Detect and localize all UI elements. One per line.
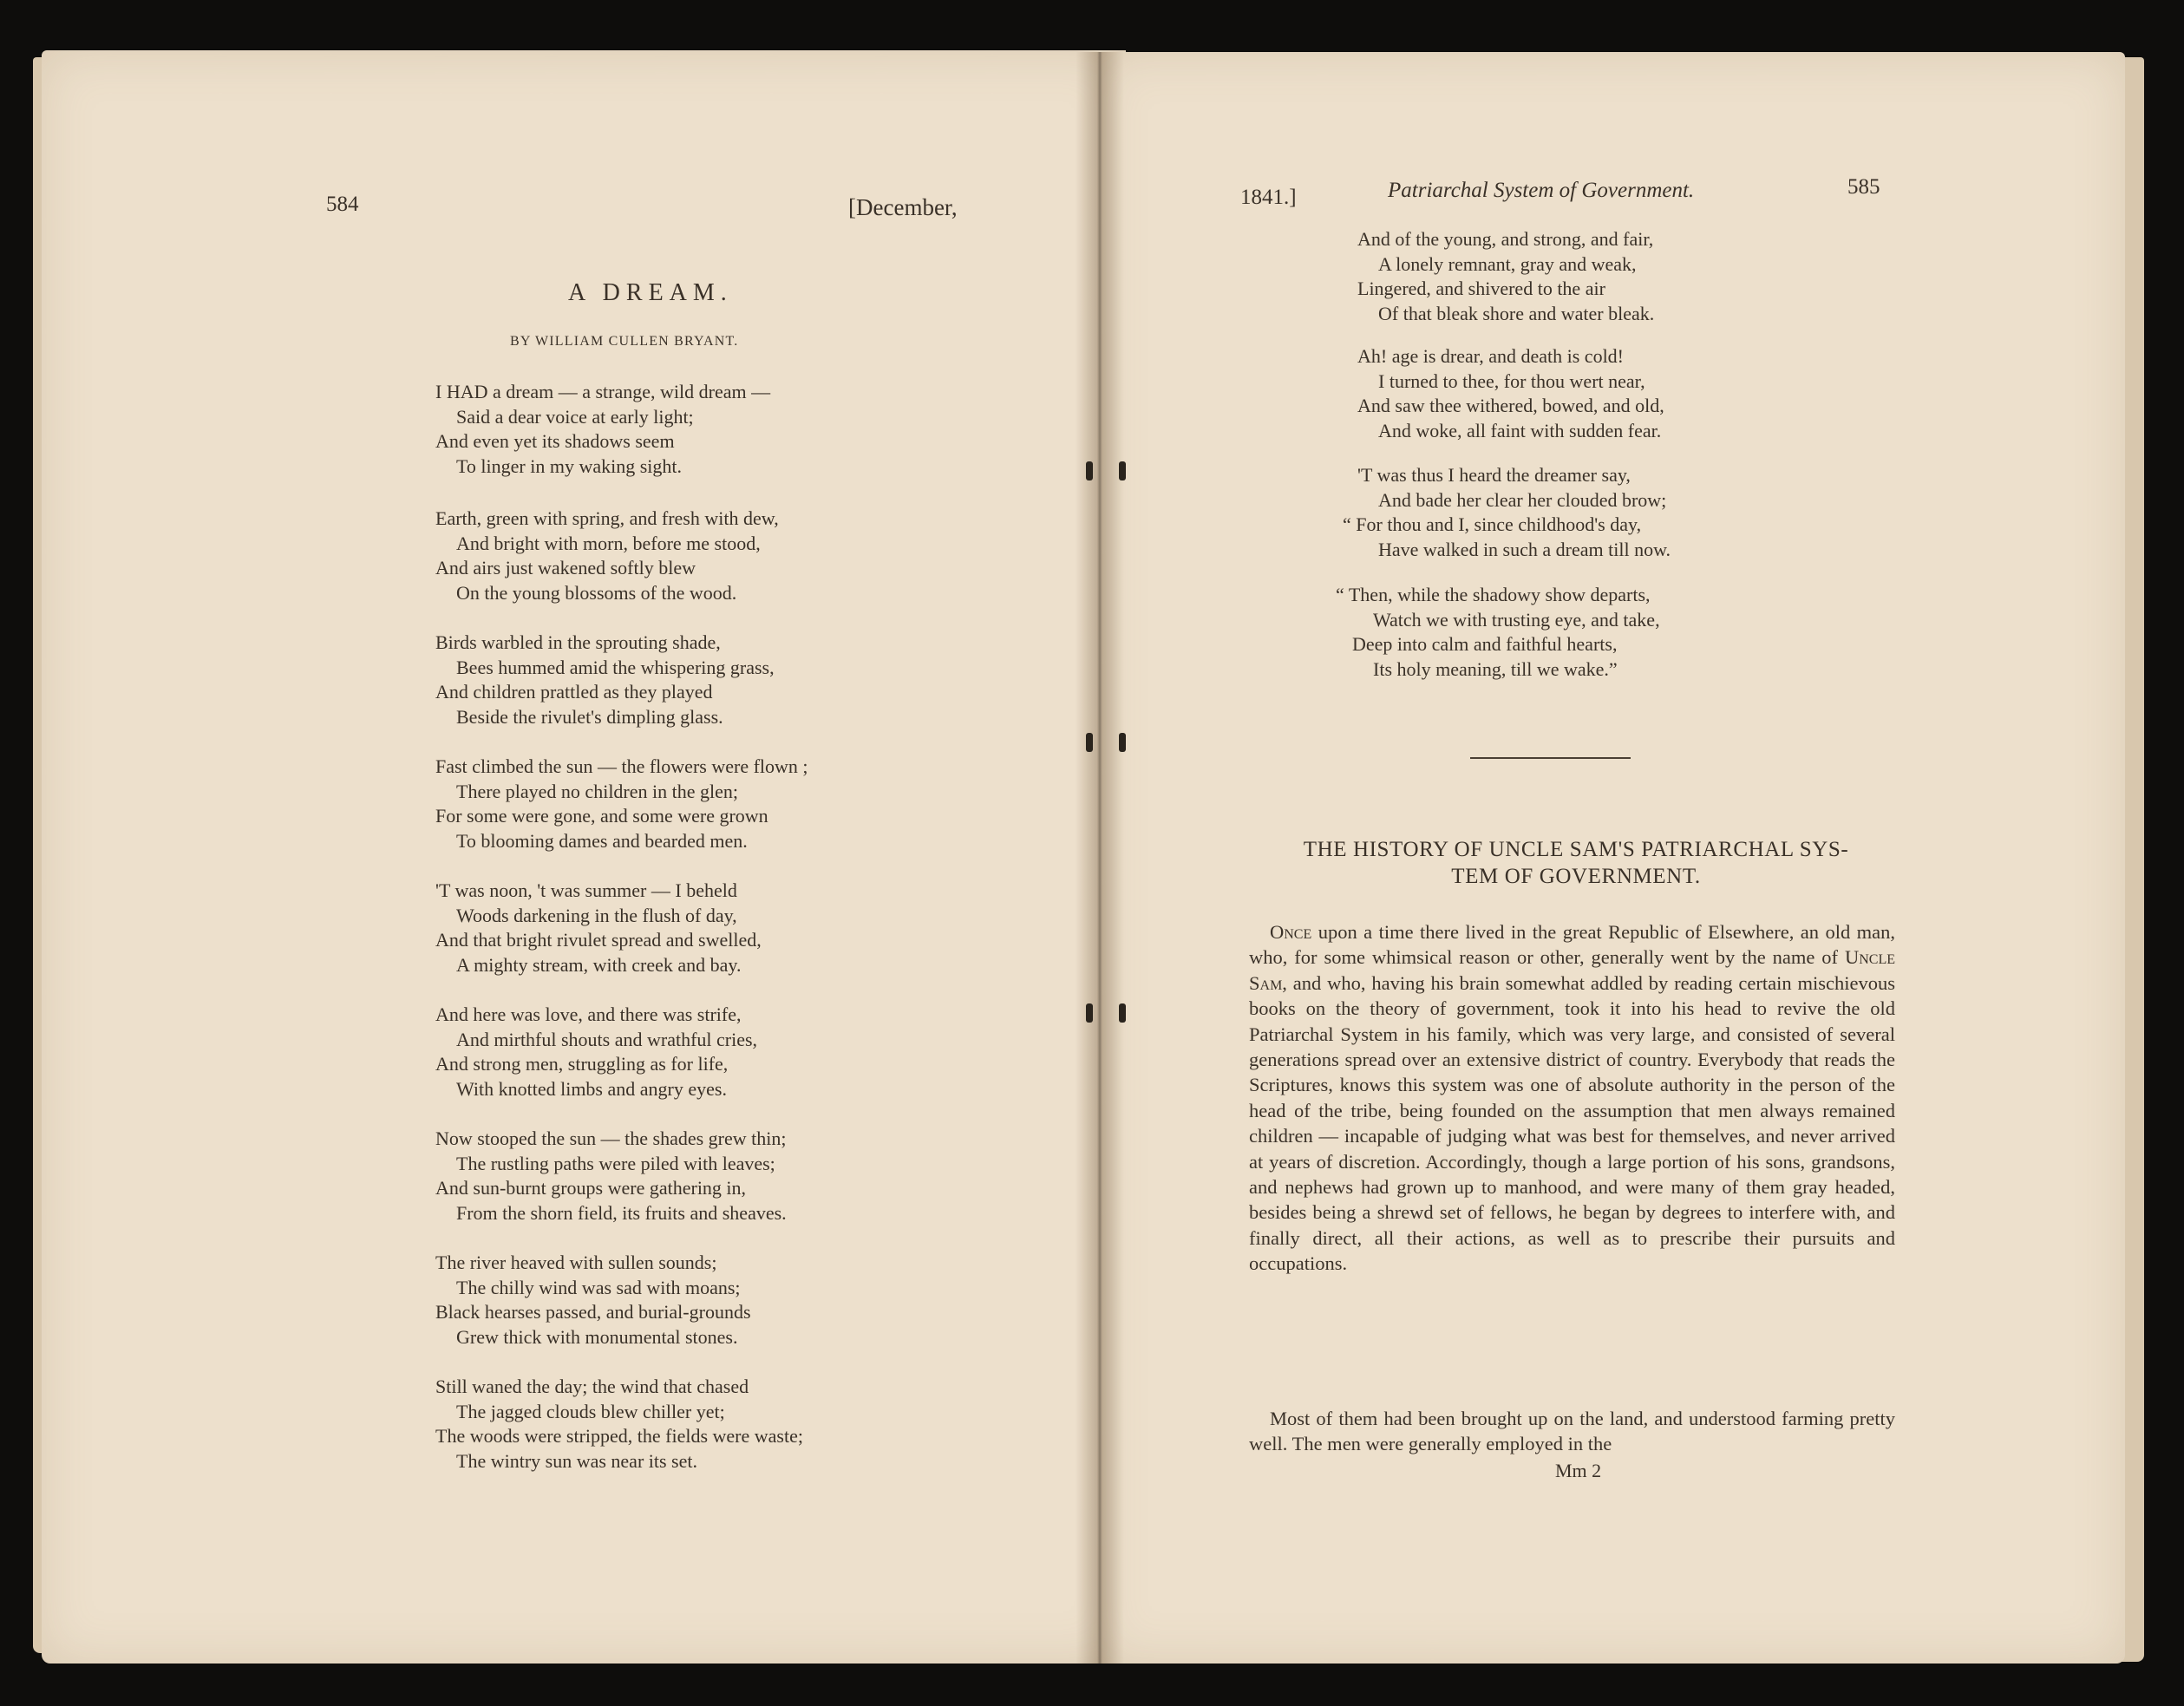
left-running-head: [December, [848,194,958,220]
poem-stanza [435,755,808,853]
verse-line: Lingered, and shivered to the air [1357,278,1605,299]
drop-lead-word: Once [1270,921,1312,943]
verse-line: Grew thick with monumental stones. [456,1325,738,1348]
article-paragraph: Most of them had been brought up on the land, and understood farming pretty well. The men were generally employed in the [1249,1408,1895,1455]
verse-line: To linger in my waking sight. [456,454,682,477]
poem-byline: BY WILLIAM CULLEN BRYANT. [510,334,739,349]
verse-line: There played no children in the glen; [456,780,738,802]
left-page-number: 584 [326,193,359,216]
binding-stitch-icon [1119,461,1126,480]
verse-line: Fast climbed the sun — the flowers were flown ; [435,755,808,777]
verse-line: A mighty stream, with creek and bay. [456,953,742,976]
poem-title: A DREAM. [568,279,733,306]
verse-line: And children prattled as they played [435,681,713,703]
poem-stanza [435,1251,751,1350]
binding-stitch-icon [1086,1003,1093,1023]
verse-line: And even yet its shadows seem [435,430,675,452]
verse-line: Earth, green with spring, and fresh with dew, [435,507,779,529]
verse-line: Of that bleak shore and water bleak. [1378,302,1655,324]
verse-line: And bright with morn, before me stood, [456,532,761,554]
article-title-line: TEM OF GOVERNMENT. [1451,865,1701,888]
right-running-head-title: Patriarchal System of Government. [1388,179,1695,202]
verse-line: A lonely remnant, gray and weak, [1378,252,1637,275]
verse-line: For some were gone, and some were grown [435,805,768,827]
uncle-sam-name: Uncle Sam [1249,946,1895,994]
verse-line: Ah! age is drear, and death is cold! [1357,345,1625,367]
poem-stanza [435,380,770,479]
verse-line: And airs just wakened softly blew [435,557,696,578]
verse-line: Said a dear voice at early light; [456,405,694,428]
verse-line: Beside the rivulet's dimpling glass. [456,705,723,728]
verse-line: The woods were stripped, the fields were waste; [435,1425,803,1447]
verse-line: And of the young, and strong, and fair, [1357,228,1654,250]
binding-stitch-icon [1119,733,1126,752]
verse-line: And sun-burnt groups were gathering in, [435,1177,747,1199]
verse-line: From the shorn field, its fruits and sheaves. [456,1201,787,1224]
verse-line: And woke, all faint with sudden fear. [1378,419,1662,441]
verse-line: The jagged clouds blew chiller yet; [456,1400,725,1422]
poem-stanza [435,631,775,729]
verse-line: And strong men, struggling as for life, [435,1053,729,1075]
verse-line: To blooming dames and bearded men. [456,829,748,852]
poem-stanza [435,1003,757,1101]
poem-stanza [1343,463,1671,562]
verse-line: I turned to thee, for thou wert near, [1378,369,1645,392]
poem-stanza [435,507,779,605]
poem-stanza [1357,227,1654,326]
verse-line: Birds warbled in the sprouting shade, [435,631,721,653]
poem-stanza [435,1375,803,1474]
article-title-line: THE HISTORY OF UNCLE SAM'S PATRIARCHAL SYS- [1303,838,1849,861]
verse-line: 'T was thus I heard the dreamer say, [1357,464,1631,486]
binding-stitch-icon [1119,1003,1126,1023]
verse-line: On the young blossoms of the wood. [456,581,737,604]
verse-line: Now stooped the sun — the shades grew thin; [435,1128,787,1149]
verse-line: And mirthful shouts and wrathful cries, [456,1028,758,1050]
verse-line: And bade her clear her clouded brow; [1378,488,1667,511]
verse-line: With knotted limbs and angry eyes. [456,1077,727,1100]
verse-line: I HAD a dream — a strange, wild dream — [435,381,771,402]
verse-line: And here was love, and there was strife, [435,1003,742,1025]
verse-line: “ Then, while the shadowy show departs, [1336,584,1651,605]
verse-line: Bees hummed amid the whispering grass, [456,656,775,678]
poem-stanza [1336,583,1660,682]
verse-line: The wintry sun was near its set. [456,1449,697,1472]
verse-line: Still waned the day; the wind that chased [435,1376,749,1397]
verse-line: The chilly wind was sad with moans; [456,1276,741,1298]
verse-line: Woods darkening in the flush of day, [456,904,737,926]
verse-line: Black hearses passed, and burial-grounds [435,1301,751,1323]
verse-line: The river heaved with sullen sounds; [435,1252,717,1273]
right-running-head-date: 1841.] [1240,186,1297,209]
article-title [1259,836,1893,890]
paragraph-text: upon a time there lived in the great Republic of Elsewhere, an old man, who, for some whimsical reason or other, generally went by the name of [1249,921,1895,969]
section-divider [1470,757,1631,759]
right-page-number: 585 [1847,175,1880,199]
verse-line: Have walked in such a dream till now. [1378,538,1671,560]
paragraph-text: , and who, having his brain somewhat addled by reading certain mischievous books on the theory of government, took it into his head to revive the old Patriarchal System in his family, which was very large, and consisted of several generations spread over an extensive district of country. Everybody that reads the Scriptures, knows this system was one of absolute authority in the person of the head of the tribe, being founded on the assumption that men always remained children — incapable of judging what was best for themselves, and never arrived at years of discretion. Accordingly, though a large portion of his sons, grandsons, and nephews had grown up to manhood, and were many of them gray headed, besides being a shrewd set of fellows, he began by degrees to interfere with, and finally direct, all their actions, as well as to prescribe their pursuits and occupations. [1249,971,1895,1275]
verse-line: Its holy meaning, till we wake.” [1373,657,1618,680]
verse-line: “ For thou and I, since childhood's day, [1343,513,1642,535]
verse-line: 'T was noon, 't was summer — I beheld [435,879,737,901]
verse-line: Watch we with trusting eye, and take, [1373,608,1660,631]
verse-line: And saw thee withered, bowed, and old, [1357,395,1664,416]
poem-stanza [1357,344,1664,443]
verse-line: The rustling paths were piled with leaves; [456,1152,775,1174]
book-gutter [1076,52,1124,1664]
signature-mark: Mm 2 [1555,1460,1602,1481]
verse-line: And that bright rivulet spread and swelled, [435,929,762,951]
poem-stanza [435,879,762,977]
article-paragraph [1249,919,1895,1277]
poem-stanza [435,1127,787,1226]
binding-stitch-icon [1086,461,1093,480]
binding-stitch-icon [1086,733,1093,752]
verse-line: Deep into calm and faithful hearts, [1352,633,1618,655]
